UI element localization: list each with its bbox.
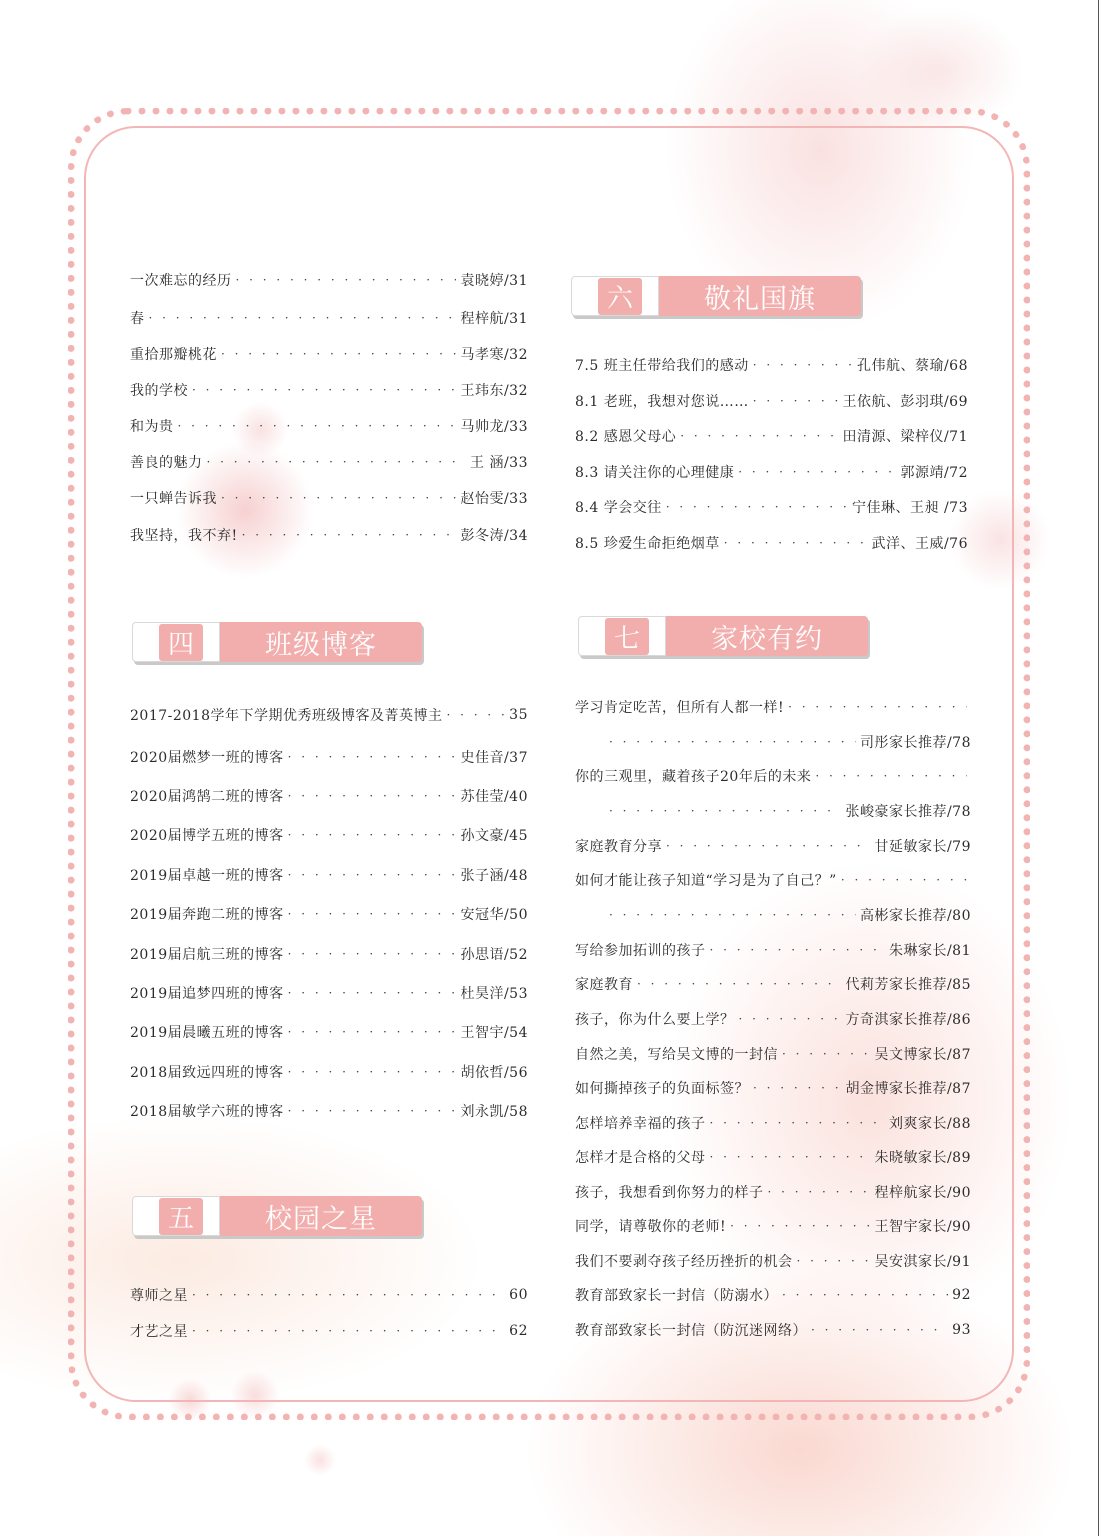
toc-entry-title: 我的学校 — [130, 383, 188, 399]
toc-entry — [130, 786, 528, 806]
toc-entry-title: 2018届敏学六班的博客 — [130, 1104, 284, 1120]
dot-leader — [288, 828, 457, 842]
dot-leader — [815, 769, 967, 783]
toc-entry — [605, 905, 971, 925]
dot-leader — [447, 708, 506, 722]
toc-entry — [575, 1113, 971, 1133]
toc-entry — [575, 697, 971, 717]
toc-entry-author-page: 张峻豪家长推荐/78 — [845, 804, 971, 820]
dot-leader — [192, 1288, 505, 1302]
toc-entry — [605, 732, 971, 752]
dot-leader — [609, 908, 856, 922]
toc-entry-author-page: 代莉芳家长推荐/85 — [845, 977, 971, 993]
toc-entry — [575, 974, 971, 994]
section-number: 五 — [159, 1198, 203, 1235]
toc-entry-author-page: 王依航、彭羽琪/69 — [842, 394, 968, 410]
toc-entry-title: 我坚持，我不弃! — [130, 528, 238, 544]
dot-leader — [637, 977, 841, 991]
toc-entry-author-page: 程梓航家长/90 — [874, 1185, 971, 1201]
section-header-5 — [132, 1196, 422, 1236]
toc-entry-title: 和为贵 — [130, 419, 174, 435]
dot-leader — [236, 273, 457, 287]
toc-entry-author-page: 王智宇/54 — [460, 1025, 528, 1041]
toc-entry-author-page: 孙思语/52 — [460, 947, 528, 963]
dot-leader — [782, 1288, 948, 1302]
dot-leader — [288, 1104, 457, 1118]
toc-entry — [130, 1062, 528, 1082]
toc-entry-author-page: 胡金博家长推荐/87 — [845, 1081, 971, 1097]
dot-leader — [288, 868, 457, 882]
toc-entry-title: 2020届燃梦一班的博客 — [130, 750, 284, 766]
toc-entry — [575, 870, 971, 890]
toc-entry-author-page: 高彬家长推荐/80 — [859, 908, 971, 924]
dot-leader — [149, 311, 457, 325]
toc-entry-title: 春 — [130, 311, 145, 327]
dot-leader — [242, 528, 457, 542]
dot-leader — [753, 1081, 841, 1095]
toc-entry — [130, 865, 528, 885]
dot-leader — [178, 419, 457, 433]
toc-entry — [575, 497, 968, 517]
toc-entry-title: 教育部致家长一封信（防沉迷网络） — [575, 1323, 807, 1339]
toc-entry-title: 教育部致家长一封信（防溺水） — [575, 1288, 778, 1304]
section-number-box — [571, 276, 659, 316]
toc-entry-title: 8.5 珍爱生命拒绝烟草 — [575, 536, 720, 552]
toc-entry-title: 家庭教育 — [575, 977, 633, 993]
toc-entry — [575, 1147, 971, 1167]
toc-entry — [575, 462, 968, 482]
dot-leader — [221, 491, 456, 505]
toc-entry — [130, 747, 528, 767]
toc-entry-author-page: 朱晓敏家长/89 — [874, 1150, 971, 1166]
section-number: 四 — [159, 624, 203, 661]
toc-entry-title: 7.5 班主任带给我们的感动 — [575, 358, 749, 374]
toc-entry — [130, 1101, 528, 1121]
dot-leader — [288, 1065, 457, 1079]
toc-entry — [130, 705, 528, 725]
toc-entry-author-page: 武洋、王威/76 — [871, 536, 968, 552]
toc-entry-title: 2017-2018学年下学期优秀班级博客及菁英博主 — [130, 708, 443, 724]
toc-entry-title: 2019届奔跑二班的博客 — [130, 907, 284, 923]
toc-entry — [130, 825, 528, 845]
toc-entry-author-page: 王 涵/33 — [470, 455, 528, 471]
section-number-box — [132, 1196, 220, 1236]
toc-entry — [130, 1022, 528, 1042]
toc-entry — [575, 766, 971, 786]
dot-leader — [768, 1185, 871, 1199]
dot-leader — [288, 750, 457, 764]
toc-entry-title: 8.4 学会交往 — [575, 500, 662, 516]
toc-entry-title: 一只蝉告诉我 — [130, 491, 217, 507]
toc-entry — [130, 452, 528, 472]
dot-leader — [288, 1025, 457, 1039]
toc-entry-title: 写给参加拓训的孩子 — [575, 943, 706, 959]
toc-entry-author-page: 史佳音/37 — [460, 750, 528, 766]
toc-entry-title: 孩子，我想看到你努力的样子 — [575, 1185, 764, 1201]
toc-entry — [130, 488, 528, 508]
toc-entry-author-page: 马孝寒/32 — [460, 347, 528, 363]
toc-entry-title: 2019届卓越一班的博客 — [130, 868, 284, 884]
toc-entry-author-page: 田清源、梁梓仪/71 — [842, 429, 968, 445]
toc-entry-author-page: 孔伟航、蔡瑜/68 — [856, 358, 968, 374]
toc-entry-author-page: 王智宇家长/90 — [874, 1219, 971, 1235]
dot-leader — [288, 947, 457, 961]
toc-entry-title: 学习肯定吃苦，但所有人都一样! — [575, 700, 785, 716]
dot-leader — [666, 500, 848, 514]
toc-entry-title: 2019届晨曦五班的博客 — [130, 1025, 284, 1041]
dot-leader — [666, 839, 870, 853]
section-header-6 — [571, 276, 861, 316]
toc-entry-title: 2020届博学五班的博客 — [130, 828, 284, 844]
toc-entry-author-page: 刘永凯/58 — [460, 1104, 528, 1120]
dot-leader — [739, 1012, 842, 1026]
toc-entry-author-page: 60 — [509, 1287, 528, 1303]
dot-leader — [221, 347, 456, 361]
section-title: 校园之星 — [220, 1196, 422, 1236]
toc-entry — [130, 904, 528, 924]
dot-leader — [797, 1254, 871, 1268]
toc-entry-author-page: 62 — [509, 1323, 528, 1339]
toc-entry-author-page: 马帅龙/33 — [460, 419, 528, 435]
toc-entry — [575, 426, 968, 446]
dot-leader — [192, 383, 456, 397]
dot-leader — [609, 735, 856, 749]
section-title: 班级博客 — [220, 622, 422, 662]
toc-entry-title: 重拾那瓣桃花 — [130, 347, 217, 363]
toc-entry — [130, 344, 528, 364]
dot-leader — [782, 1047, 870, 1061]
section-number-box — [578, 616, 666, 656]
toc-entry-author-page: 刘爽家长/88 — [888, 1116, 971, 1132]
toc-entry-author-page: 吴文博家长/87 — [874, 1047, 971, 1063]
toc-entry — [575, 391, 968, 411]
dot-leader — [207, 455, 467, 469]
toc-entry-author-page: 彭冬涛/34 — [460, 528, 528, 544]
toc-entry-title: 孩子，你为什么要上学？ — [575, 1012, 735, 1028]
dot-leader — [811, 1323, 948, 1337]
toc-entry — [130, 983, 528, 1003]
toc-entry-author-page: 杜昊洋/53 — [460, 986, 528, 1002]
toc-entry-title: 自然之美，写给吴文博的一封信 — [575, 1047, 778, 1063]
section-number-box — [132, 622, 220, 662]
toc-entry-title: 2019届追梦四班的博客 — [130, 986, 284, 1002]
toc-entry — [575, 1251, 971, 1271]
dot-leader — [724, 536, 868, 550]
toc-entry-author-page: 苏佳莹/40 — [460, 789, 528, 805]
toc-entry-title: 如何才能让孩子知道“学习是为了自己？” — [575, 873, 837, 889]
dot-leader — [680, 429, 838, 443]
dot-leader — [788, 700, 967, 714]
toc-entry-author-page: 司彤家长推荐/78 — [859, 735, 971, 751]
toc-entry-author-page: 35 — [509, 707, 528, 723]
toc-entry-author-page: 朱琳家长/81 — [888, 943, 971, 959]
toc-entry-title: 怎样才是合格的父母 — [575, 1150, 706, 1166]
toc-entry-title: 8.1 老班，我想对您说…… — [575, 394, 749, 410]
toc-entry-author-page: 赵怡雯/33 — [460, 491, 528, 507]
dot-leader — [738, 465, 896, 479]
toc-entry-author-page: 孙文豪/45 — [460, 828, 528, 844]
toc-entry-title: 同学，请尊敬你的老师! — [575, 1219, 727, 1235]
toc-entry — [130, 270, 528, 290]
toc-entry — [575, 940, 971, 960]
toc-entry-author-page: 王玮东/32 — [460, 383, 528, 399]
toc-entry-title: 怎样培养幸福的孩子 — [575, 1116, 706, 1132]
toc-entry — [575, 1009, 971, 1029]
dot-leader — [192, 1324, 505, 1338]
toc-entry-title: 尊师之星 — [130, 1288, 188, 1304]
toc-entry-title: 我们不要剥夺孩子经历挫折的机会 — [575, 1254, 793, 1270]
dot-leader — [288, 789, 457, 803]
section-number: 七 — [605, 618, 649, 655]
toc-entry-title: 2020届鸿鹄二班的博客 — [130, 789, 284, 805]
toc-entry-author-page: 安冠华/50 — [460, 907, 528, 923]
toc-entry-author-page: 方奇淇家长推荐/86 — [845, 1012, 971, 1028]
section-header-4 — [132, 622, 422, 662]
dot-leader — [753, 394, 839, 408]
section-header-7 — [578, 616, 868, 656]
toc-entry-author-page: 袁晓婷/31 — [460, 273, 528, 289]
dot-leader — [730, 1219, 870, 1233]
toc-entry — [575, 1182, 971, 1202]
toc-entry — [575, 1044, 971, 1064]
dot-leader — [710, 1150, 871, 1164]
toc-entry — [575, 533, 968, 553]
toc-entry — [575, 1078, 971, 1098]
toc-entry-title: 善良的魅力 — [130, 455, 203, 471]
toc-entry-author-page: 甘延敏家长/79 — [874, 839, 971, 855]
toc-entry-author-page: 程梓航/31 — [460, 311, 528, 327]
toc-entry — [130, 416, 528, 436]
toc-entry — [130, 944, 528, 964]
dot-leader — [288, 907, 457, 921]
toc-entry — [575, 355, 968, 375]
toc-entry-author-page: 胡依哲/56 — [460, 1065, 528, 1081]
section-number: 六 — [598, 278, 642, 315]
toc-entry — [605, 801, 971, 821]
toc-entry — [130, 525, 528, 545]
toc-entry-title: 2019届启航三班的博客 — [130, 947, 284, 963]
section-title: 敬礼国旗 — [659, 276, 861, 316]
toc-entry-title: 如何撕掉孩子的负面标签？ — [575, 1081, 749, 1097]
toc-entry — [575, 1285, 971, 1305]
toc-entry — [130, 1321, 528, 1341]
toc-entry — [575, 836, 971, 856]
toc-entry-title: 2018届致远四班的博客 — [130, 1065, 284, 1081]
section-title: 家校有约 — [666, 616, 868, 656]
dot-leader — [609, 804, 841, 818]
toc-entry-title: 一次难忘的经历 — [130, 273, 232, 289]
toc-entry-author-page: 92 — [952, 1287, 971, 1303]
toc-entry-author-page: 93 — [952, 1322, 971, 1338]
toc-entry-author-page: 张子涵/48 — [460, 868, 528, 884]
toc-entry — [575, 1216, 971, 1236]
toc-entry — [130, 380, 528, 400]
toc-entry — [130, 308, 528, 328]
toc-entry — [130, 1285, 528, 1305]
toc-entry-title: 才艺之星 — [130, 1324, 188, 1340]
dot-leader — [710, 1116, 885, 1130]
toc-entry-title: 家庭教育分享 — [575, 839, 662, 855]
dot-leader — [288, 986, 457, 1000]
toc-entry-title: 你的三观里，藏着孩子20年后的未来 — [575, 769, 812, 785]
toc-entry-title: 8.2 感恩父母心 — [575, 429, 677, 445]
toc-entry-author-page: 吴安淇家长/91 — [874, 1254, 971, 1270]
toc-entry — [575, 1320, 971, 1340]
toc-entry-author-page: 郭源靖/72 — [900, 465, 968, 481]
dot-leader — [710, 943, 885, 957]
dot-leader — [841, 873, 967, 887]
dot-leader — [753, 358, 853, 372]
toc-entry-title: 8.3 请关注你的心理健康 — [575, 465, 735, 481]
toc-entry-author-page: 宁佳琳、王昶 /73 — [852, 500, 968, 516]
